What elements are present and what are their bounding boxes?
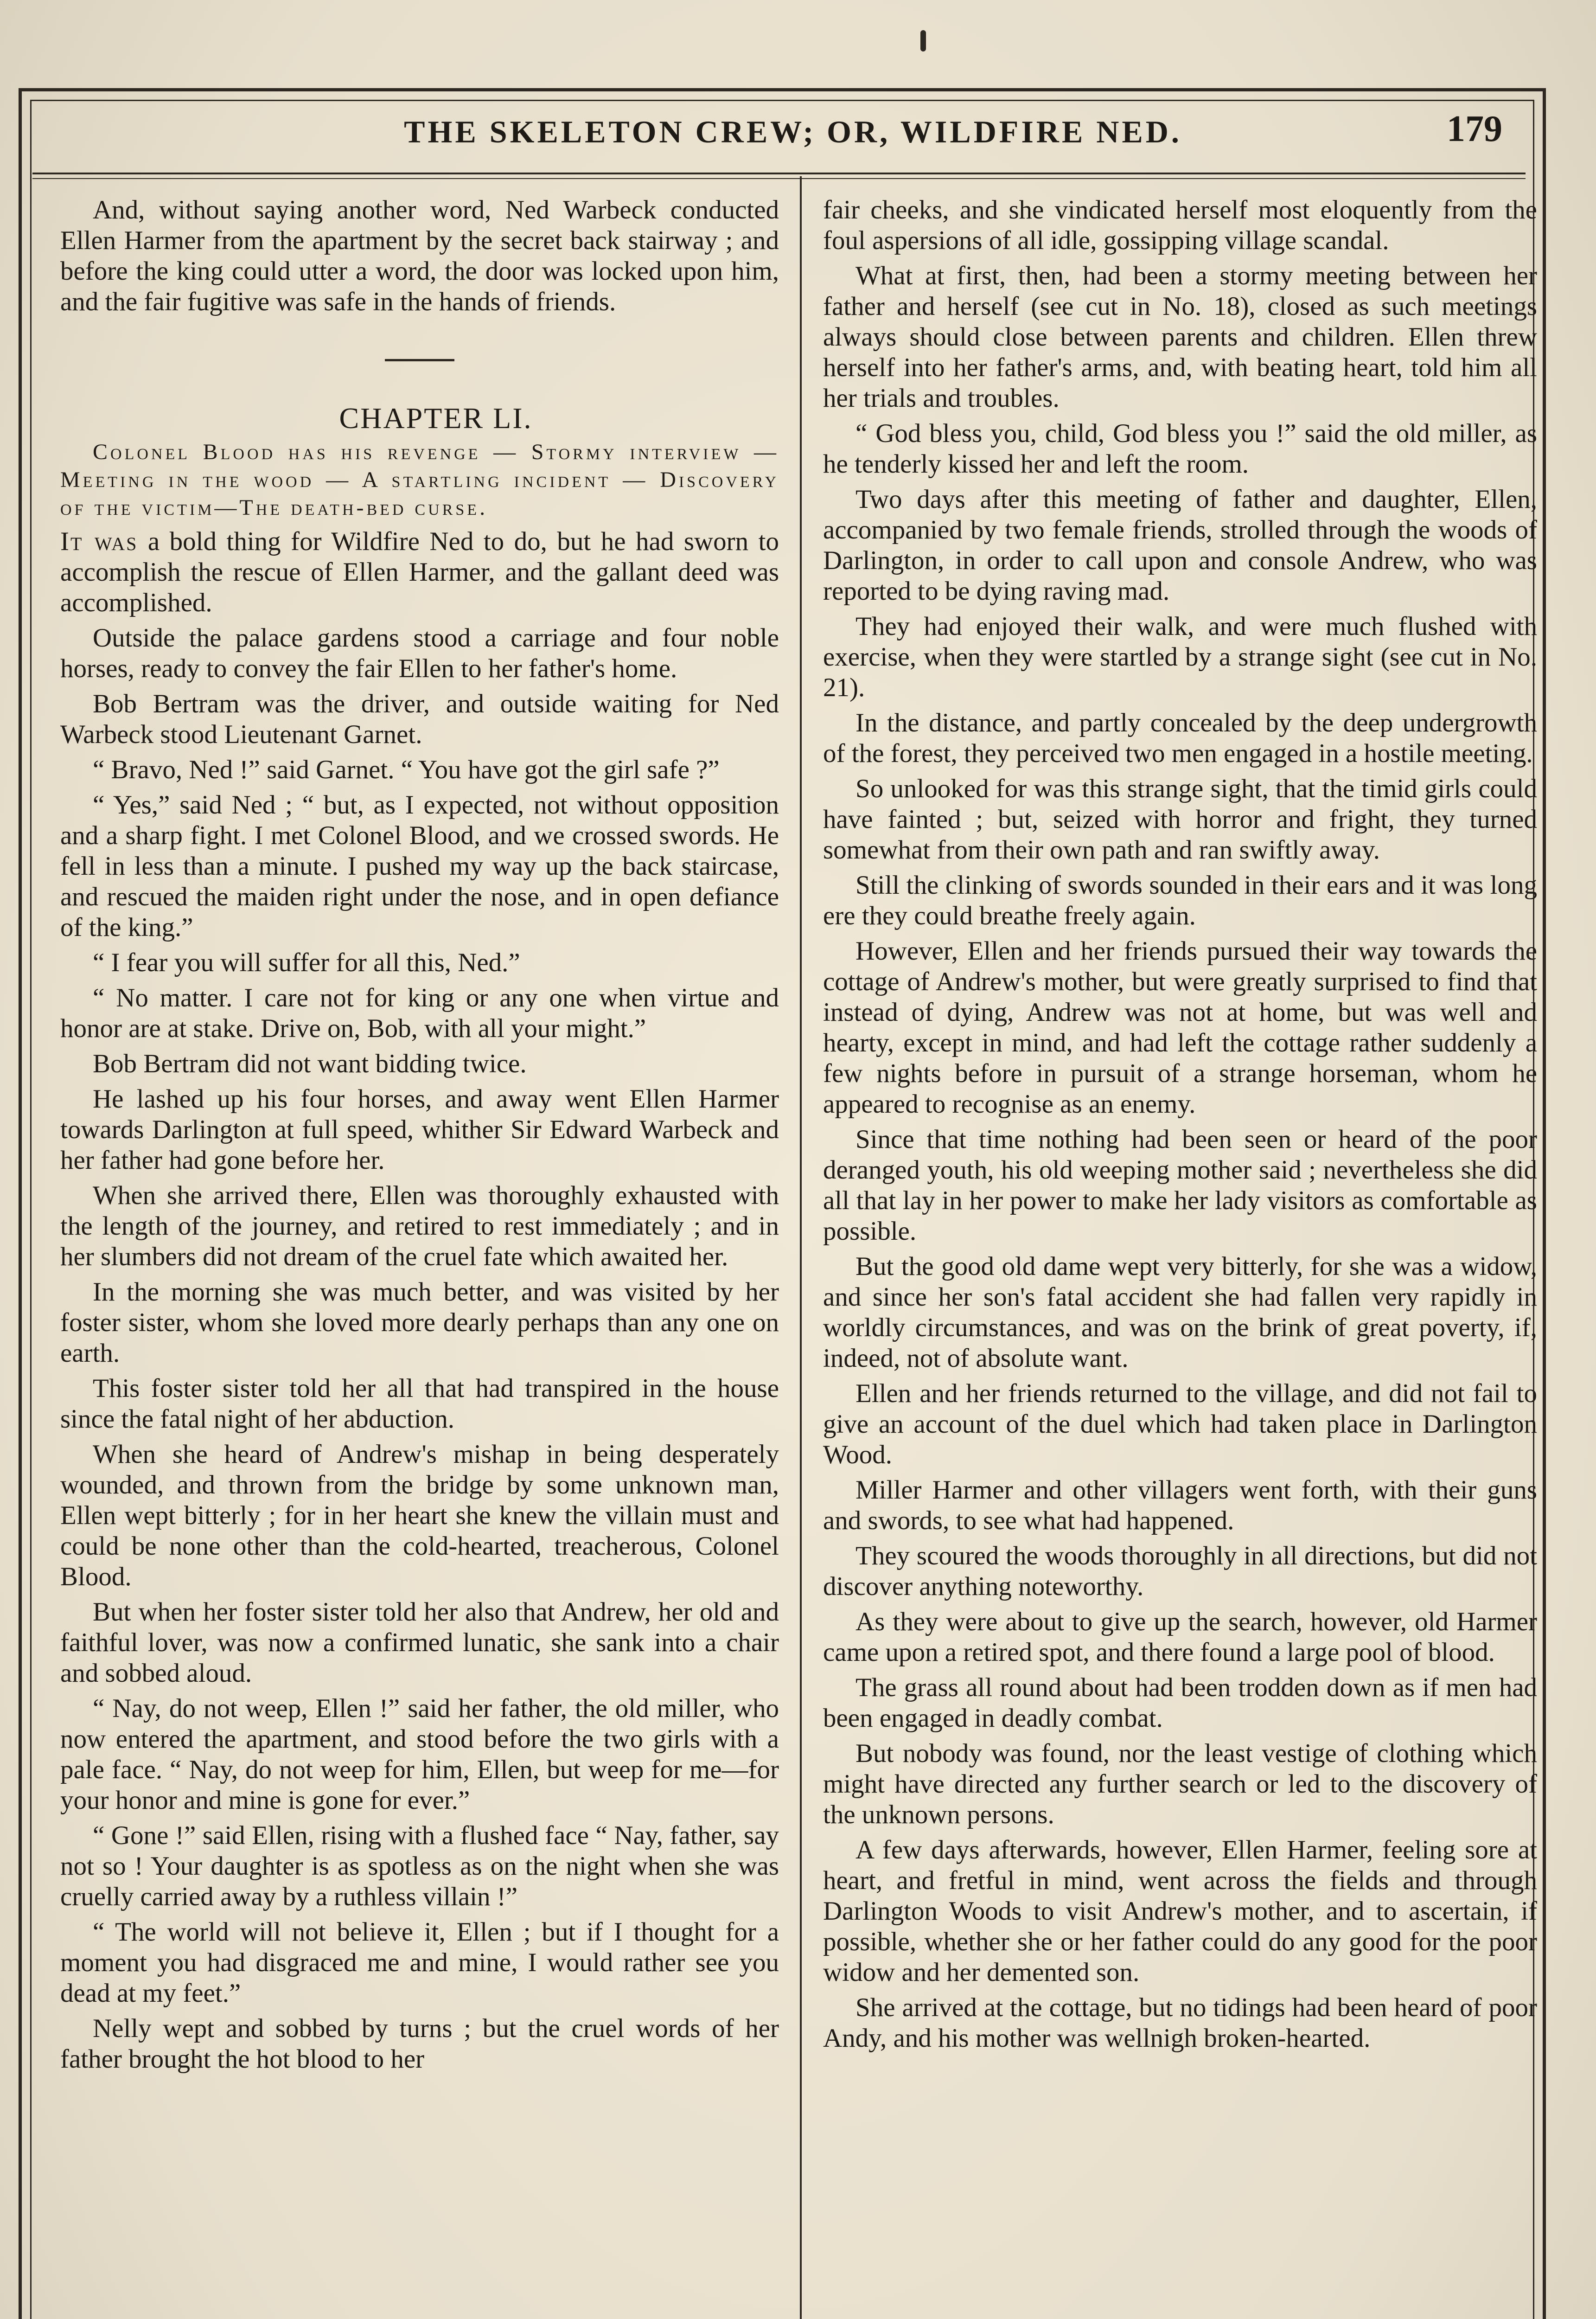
paragraph: Since that time nothing had been seen or heard of the poor deranged youth, his old weeping mother said ; nevertheless she did all that lay in her power to make her lady visitors as comfortable as possible. (823, 1125, 1537, 1246)
paragraph: They scoured the woods thoroughly in all directions, but did not discover anything noteworthy. (823, 1541, 1537, 1601)
column-divider (800, 176, 802, 2319)
paragraph: But the good old dame wept very bitterly, for she was a widow, and since her son's fatal accident she had fallen very rapidly in worldly circumstances, and was on the brink of great poverty, if, indeed, not of absolute want. (823, 1252, 1537, 1373)
left-column (60, 195, 779, 2079)
paragraph: “ Yes,” said Ned ; “ but, as I expected, not without opposition and a sharp fight. I met Colonel Blood, and we crossed swords. He fell in less than a minute. I pushed my way up the back staircase, and rescued the maiden right under the nose, and in open defiance of the king.” (60, 790, 779, 942)
paragraph: As they were about to give up the search, however, old Harmer came upon a retired spot, and there found a large pool of blood. (823, 1607, 1537, 1667)
paragraph: When she heard of Andrew's mishap in being desperately wounded, and thrown from the bridge by some unknown man, Ellen wept bitterly ; for in her heart she knew the villain must and could be none other than the cold-hearted, treacherous, Colonel Blood. (60, 1440, 779, 1591)
chapter-heading: CHAPTER LI. (339, 402, 533, 435)
paragraph: Ellen and her friends returned to the village, and did not fail to give an account of the duel which had taken place in Darlington Wood. (823, 1379, 1537, 1469)
paragraph: “ God bless you, child, God bless you !” said the old miller, as he tenderly kissed her and left the room. (823, 419, 1537, 479)
paragraph: “ The world will not believe it, Ellen ; but if I thought for a moment you had disgraced me and mine, I would rather see you dead at my feet.” (60, 1917, 779, 2008)
opening-text: a bold thing for Wildfire Ned to do, but he had sworn to accomplish the rescue of Ellen Harmer, and the gallant deed was accomplished. (60, 527, 779, 617)
chapter-summary: Colonel Blood has his revenge — Stormy interview — Meeting in the wood — A startling incident — Discovery of the victim—The death-bed curse. (60, 440, 779, 520)
paragraph: This foster sister told her all that had transpired in the house since the fatal night of her abduction. (60, 1374, 779, 1434)
paragraph: But when her foster sister told her also that Andrew, her old and faithful lover, was now a confirmed lunatic, she sank into a chair and sobbed aloud. (60, 1597, 779, 1688)
page-number: 179 (1447, 109, 1502, 149)
paragraph: “ Nay, do not weep, Ellen !” said her father, the old miller, who now entered the apartment, and stood before the two girls with a pale face. “ Nay, do not weep for him, Ellen, but weep for me—for your honor and mine is gone for ever.” (60, 1694, 779, 1815)
paragraph: When she arrived there, Ellen was thoroughly exhausted with the length of the journey, and retired to rest immediately ; and in her slumbers did not dream of the cruel fate which awaited her. (60, 1181, 779, 1271)
paragraph: Bob Bertram did not want bidding twice. (93, 1049, 527, 1078)
paragraph: Outside the palace gardens stood a carriage and four noble horses, ready to convey the fair Ellen to her father's home. (60, 623, 779, 683)
paragraph: So unlooked for was this strange sight, that the timid girls could have fainted ; but, seized with horror and fright, they turned somewhat from their own path and ran swiftly away. (823, 774, 1537, 865)
paragraph: And, without saying another word, Ned Warbeck conducted Ellen Harmer from the apartment by the secret back stairway ; and before the king could utter a word, the door was locked upon him, and the fair fugitive was safe in the hands of friends. (60, 195, 779, 316)
paragraph: Bob Bertram was the driver, and outside waiting for Ned Warbeck stood Lieutenant Garnet. (60, 689, 779, 749)
header-rule (32, 173, 1526, 179)
running-header (56, 100, 1530, 165)
paragraph: Nelly wept and sobbed by turns ; but the cruel words of her father brought the hot blood to her (60, 2014, 779, 2074)
ink-mark (920, 30, 926, 51)
paragraph: Two days after this meeting of father and daughter, Ellen, accompanied by two female friends, strolled through the woods of Darlington, in order to call upon and console Andrew, who was reported to be dying raving mad. (823, 485, 1537, 606)
right-column (823, 195, 1537, 2058)
running-title: THE SKELETON CREW; OR, WILDFIRE NED. (404, 114, 1182, 149)
paragraph: She arrived at the cottage, but no tidings had been heard of poor Andy, and his mother was wellnigh broken-hearted. (823, 1993, 1537, 2053)
paragraph: “ Gone !” said Ellen, rising with a flushed face “ Nay, father, say not so ! Your daughter is as spotless as on the night when she was cruelly carried away by a ruthless villain !” (60, 1821, 779, 1911)
paragraph: But nobody was found, nor the least vestige of clothing which might have directed any further search or led to the discovery of the unknown persons. (823, 1739, 1537, 1829)
paragraph: In the distance, and partly concealed by the deep undergrowth of the forest, they perceived two men engaged in a hostile meeting. (823, 708, 1537, 768)
paragraph: Still the clinking of swords sounded in their ears and it was long ere they could breathe freely again. (823, 871, 1537, 930)
paragraph: “ I fear you will suffer for all this, Ned.” (93, 948, 520, 977)
paragraph: “ No matter. I care not for king or any one when virtue and honor are at stake. Drive on, Bob, with all your might.” (60, 983, 779, 1043)
paragraph-opening (60, 526, 779, 618)
paragraph-continued: fair cheeks, and she vindicated herself most eloquently from the foul aspersions of all idle, gossipping village scandal. (823, 195, 1537, 255)
paragraph: What at first, then, had been a stormy meeting between her father and herself (see cut in No. 18), closed as such meetings always should close between parents and children. Ellen threw herself into her father's arms, and, with beating heart, told him all her trials and troubles. (823, 261, 1537, 413)
paragraph: “ Bravo, Ned !” said Garnet. “ You have got the girl safe ?” (93, 755, 720, 784)
section-break-rule (385, 359, 454, 366)
paragraph: A few days afterwards, however, Ellen Harmer, feeling sore at heart, and fretful in mind, went across the fields and through Darlington Woods to visit Andrew's mother, and to ascertain, if possible, whether she or her father could do any good for the poor widow and her demented son. (823, 1835, 1537, 1987)
paragraph: In the morning she was much better, and was visited by her foster sister, whom she loved more dearly perhaps than any one on earth. (60, 1277, 779, 1368)
paragraph: They had enjoyed their walk, and were much flushed with exercise, when they were startled by a strange sight (see cut in No. 21). (823, 612, 1537, 702)
paragraph: However, Ellen and her friends pursued their way towards the cottage of Andrew's mother, but were greatly surprised to find that instead of dying, Andrew was not at home, but was well and hearty, except in mind, and had left the cottage rather suddenly a few nights before in pursuit of a strange horseman, whom he appeared to recognise as an enemy. (823, 936, 1537, 1119)
opening-words: It was (60, 527, 138, 556)
paragraph: The grass all round about had been trodden down as if men had been engaged in deadly combat. (823, 1673, 1537, 1733)
paragraph: Miller Harmer and other villagers went forth, with their guns and swords, to see what had happened. (823, 1475, 1537, 1535)
paragraph: He lashed up his four horses, and away went Ellen Harmer towards Darlington at full speed, whither Sir Edward Warbeck and her father had gone before her. (60, 1084, 779, 1175)
